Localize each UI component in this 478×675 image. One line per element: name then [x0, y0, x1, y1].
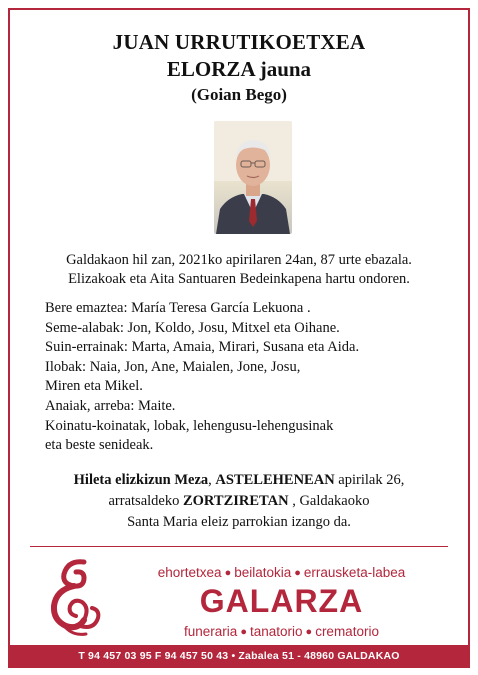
bullet-icon: ● [224, 567, 232, 579]
service-line2 [0, 491, 478, 512]
bullet-icon: ● [240, 626, 247, 638]
service-text: , [208, 472, 216, 488]
family-line: Koinatu-koinatak, lobak, lehengusu-lehengusinak [45, 417, 334, 434]
service-place: , Galdakaoko [288, 493, 370, 509]
bullet-icon: ● [305, 626, 313, 638]
bullet-icon: ● [294, 567, 301, 579]
services-spanish [115, 624, 448, 639]
service-item: tanatorio [249, 624, 303, 639]
service-line3: Santa Maria eleiz parrokian izango da. [127, 514, 351, 530]
family-line: Anaiak, arreba: Maite. [45, 397, 176, 414]
portrait-photo [214, 121, 292, 234]
services-basque [115, 565, 448, 580]
announcement-line1: Galdakaon hil zan, 2021ko apirilaren 24an, 87 urte ebazala. [66, 252, 412, 268]
service-item: beilatokia [234, 565, 292, 580]
contact-footer: T 94 457 03 95 F 94 457 50 43 • Zabalea 51 - 48960 GALDAKAO [8, 645, 470, 668]
service-item: crematorio [315, 624, 379, 639]
service-mass-label: Hileta elizkizun Meza [73, 472, 209, 488]
service-item: errausketa-labea [303, 565, 406, 580]
deceased-name-line1: JUAN URRUTIKOETXEA [112, 30, 366, 54]
death-announcement [0, 251, 478, 289]
family-line: Miren eta Mikel. [45, 378, 143, 395]
service-line1 [0, 470, 478, 491]
service-item: ehortetxea [157, 565, 222, 580]
family-line: Ilobak: Naia, Jon, Ane, Maialen, Jone, Josu, [45, 358, 301, 375]
divider [30, 546, 448, 547]
family-list [45, 299, 445, 456]
service-date: apirilak 26, [334, 472, 405, 488]
funeral-service-notice [0, 470, 478, 533]
brand-name: GALARZA [199, 583, 364, 619]
family-line: Seme-alabak: Jon, Koldo, Josu, Mitxel eta Oihane. [45, 319, 340, 336]
service-text: arratsaldeko [108, 493, 183, 509]
service-item: funeraria [184, 624, 238, 639]
service-time: ZORTZIRETAN [182, 493, 289, 509]
family-line: eta beste senideak. [45, 437, 154, 454]
deceased-name-line2: ELORZA jauna [166, 57, 312, 81]
family-line: Suin-errainak: Marta, Amaia, Mirari, Susana eta Aida. [45, 339, 360, 356]
family-line: Bere emaztea: María Teresa García Lekuona . [45, 300, 311, 316]
announcement-line2: Elizakoak eta Aita Santuaren Bedeinkapena hartu ondoren. [68, 271, 410, 287]
galarza-logo-icon [44, 556, 110, 638]
goian-bego: (Goian Bego) [191, 85, 287, 104]
service-day: ASTELEHENEAN [215, 472, 335, 488]
